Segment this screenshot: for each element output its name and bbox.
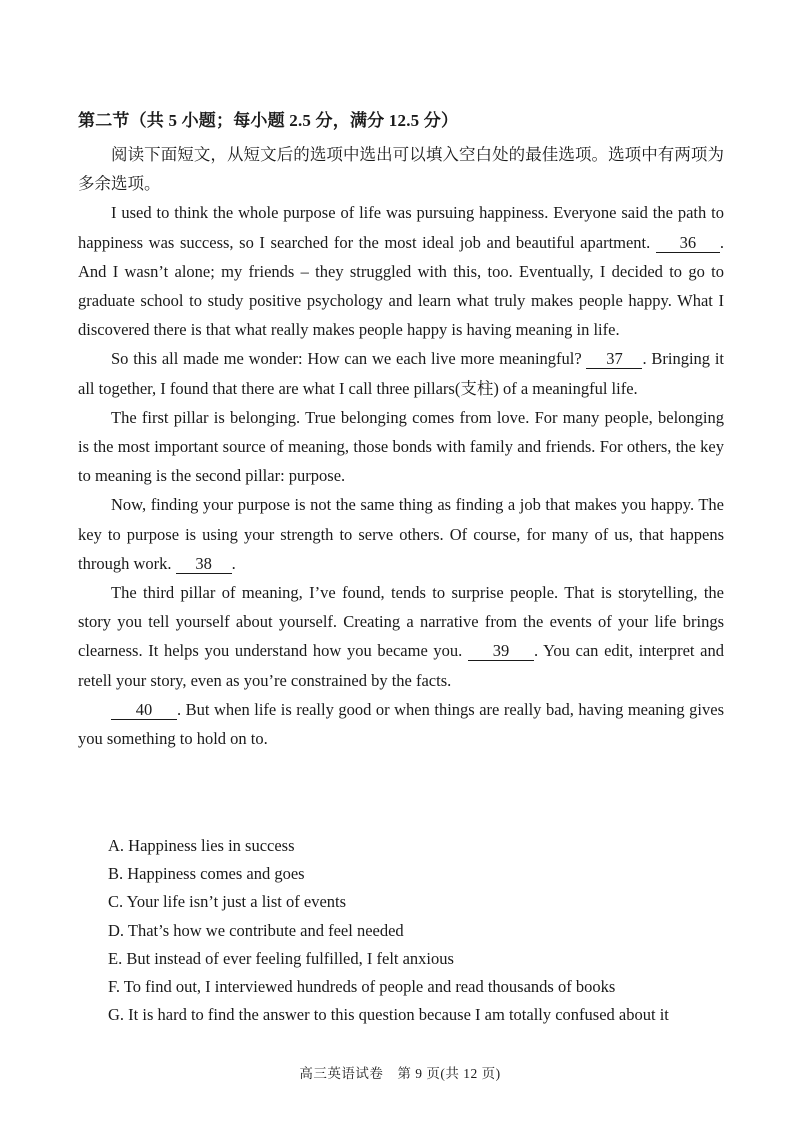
paragraph-2-text-a: So this all made me wonder: How can we each live more meaningful? <box>111 349 587 369</box>
paragraph-4-text-b: . <box>231 553 236 573</box>
blank-37: 37 <box>586 350 642 369</box>
paragraph-5-text-a: The third pillar of meaning, I’ve found, tends to surprise people. That is storytelling, the story you tell yourself about yourself. Creating a narrative from the events of your life brings clearness. It helps you understand how you became you. <box>78 583 724 661</box>
paragraph-2-text-b: . Bringing it all together, I found that there are what I call three pillars(支柱) of a meaningful life. <box>78 349 724 398</box>
option-f: F. To find out, I interviewed hundreds of people and read thousands of books <box>108 977 616 997</box>
options-list <box>108 832 748 1029</box>
paragraph-1 <box>78 198 724 344</box>
option-b: B. Happiness comes and goes <box>108 864 305 884</box>
option-d: D. That’s how we contribute and feel needed <box>108 920 404 940</box>
paragraph-4-text-a: Now, finding your purpose is not the same thing as finding a job that makes you happy. The key to purpose is using your strength to serve others. Of course, for many of us, that happens through work. <box>78 495 724 573</box>
page-footer: 高三英语试卷 第 9 页(共 12 页) <box>299 1066 501 1081</box>
paragraph-2 <box>78 344 724 402</box>
paragraph-1-text-a: I used to think the whole purpose of life was pursuing happiness. Everyone said the path to happiness was success, so I searched for the most ideal job and beautiful apartment. <box>78 203 724 252</box>
paragraph-6-text-b: . But when life is really good or when things are really bad, having meaning gives you something to hold on to. <box>78 699 724 749</box>
paragraph-5-text-b: . You can edit, interpret and retell your story, even as you’re constrained by the facts. <box>78 641 724 690</box>
paragraph-4 <box>78 490 724 578</box>
blank-40: 40 <box>111 701 177 720</box>
option-e: E. But instead of ever feeling fulfilled, I felt anxious <box>108 948 454 968</box>
paragraph-3: The first pillar is belonging. True belonging comes from love. For many people, belonging is the most important source of meaning, those bonds with family and friends. For others, the key to meaning is the second pillar: purpose. <box>78 407 724 486</box>
paragraph-6 <box>78 695 724 753</box>
option-g: G. It is hard to find the answer to this question because I am totally confused about it <box>108 1005 669 1025</box>
blank-36: 36 <box>656 234 720 253</box>
option-c: C. Your life isn’t just a list of events <box>108 892 347 912</box>
passage <box>78 140 724 753</box>
option-a: A. Happiness lies in success <box>108 836 295 855</box>
blank-38: 38 <box>176 555 232 574</box>
blank-39: 39 <box>468 642 534 661</box>
instruction-text: 阅读下面短文，从短文后的选项中选出可以填入空白处的最佳选项。选项中有两项为多余选项。 <box>78 145 724 194</box>
paragraph-1-text-b: . And I wasn’t alone; my friends – they struggled with this, too. Eventually, I decided to go to graduate school to study positive psychology and learn what truly makes people happy. What I discovered there is that what really makes people happy is having meaning in life. <box>78 232 724 340</box>
section-title: 第二节（共 5 小题；每小题 2.5 分，满分 12.5 分） <box>78 111 459 130</box>
paragraph-5 <box>78 578 724 695</box>
